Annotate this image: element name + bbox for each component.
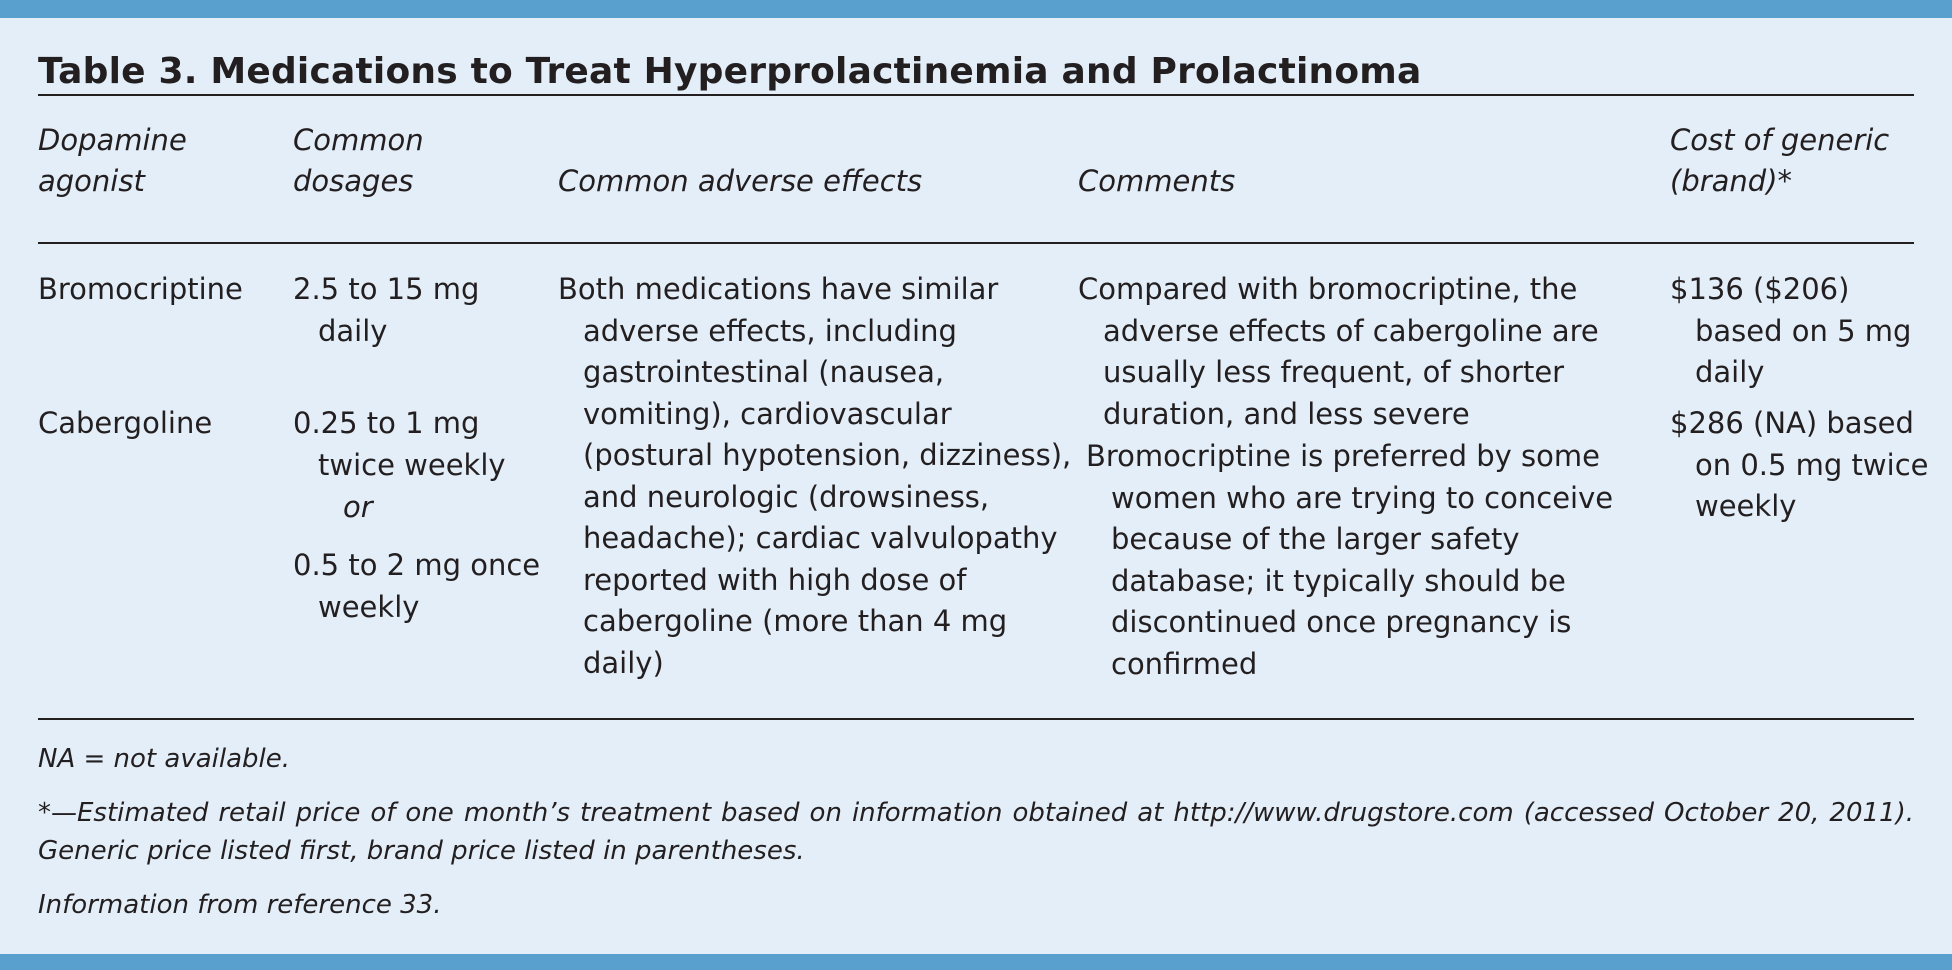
row-bromocriptine-dosage: 2.5 to 15 mg daily (293, 272, 480, 348)
row-cabergoline-agonist: Cabergoline (38, 406, 213, 440)
header-common-dosages: Common dosages (293, 123, 424, 198)
row-cabergoline-dosage-or: or (343, 490, 373, 524)
header-comments: Comments (1078, 164, 1236, 198)
row-cabergoline-dosage-b: 0.5 to 2 mg once weekly (293, 548, 541, 624)
top-color-band (0, 0, 1952, 18)
row-cabergoline-cost: $286 (NA) based on 0.5 mg twice weekly (1670, 406, 1929, 523)
row-cabergoline-dosage-a: 0.25 to 1 mg twice weekly (293, 406, 506, 482)
table-figure (38, 18, 1929, 920)
row-bromocriptine-agonist: Bromocriptine (38, 272, 243, 306)
footnote-na: NA = not available. (38, 744, 291, 774)
footnote-asterisk: *—Estimated retail price of one month’s treatment based on information obtained at http://www.drugstore.com (accessed October 20, 2011). Generic price listed first, brand price listed in parentheses. (38, 798, 1914, 866)
header-cost: Cost of generic (brand)* (1670, 123, 1890, 198)
header-dopamine-agonist: Dopamine agonist (38, 123, 187, 198)
adverse-effects-cell: Both medications have similar adverse effects, including gastrointestinal (nausea, vomiting), cardiovascular (postural hypotension, dizziness), and neurologic (drowsiness, headache); cardiac valvulopathy reported with high dose of cabergoline (more than 4 mg daily) (558, 272, 1072, 680)
comment-1: Compared with bromocriptine, the adverse effects of cabergoline are usually less frequent, of shorter duration, and less severe (1078, 272, 1599, 431)
bottom-color-band (0, 954, 1952, 970)
row-bromocriptine-cost: $136 ($206) based on 5 mg daily (1670, 272, 1912, 389)
table-title: Table 3. Medications to Treat Hyperprolactinemia and Prolactinoma (38, 51, 1422, 92)
table-bottom-rule (38, 718, 1914, 720)
footnote-source: Information from reference 33. (38, 890, 442, 920)
comment-2: Bromocriptine is preferred by some women who are trying to conceive because of the larger safety database; it typically should be discontinued once pregnancy is confirmed (1086, 439, 1614, 681)
header-top-rule (38, 94, 1914, 96)
header-bottom-rule (38, 242, 1914, 244)
header-common-adverse-effects: Common adverse effects (558, 164, 923, 198)
